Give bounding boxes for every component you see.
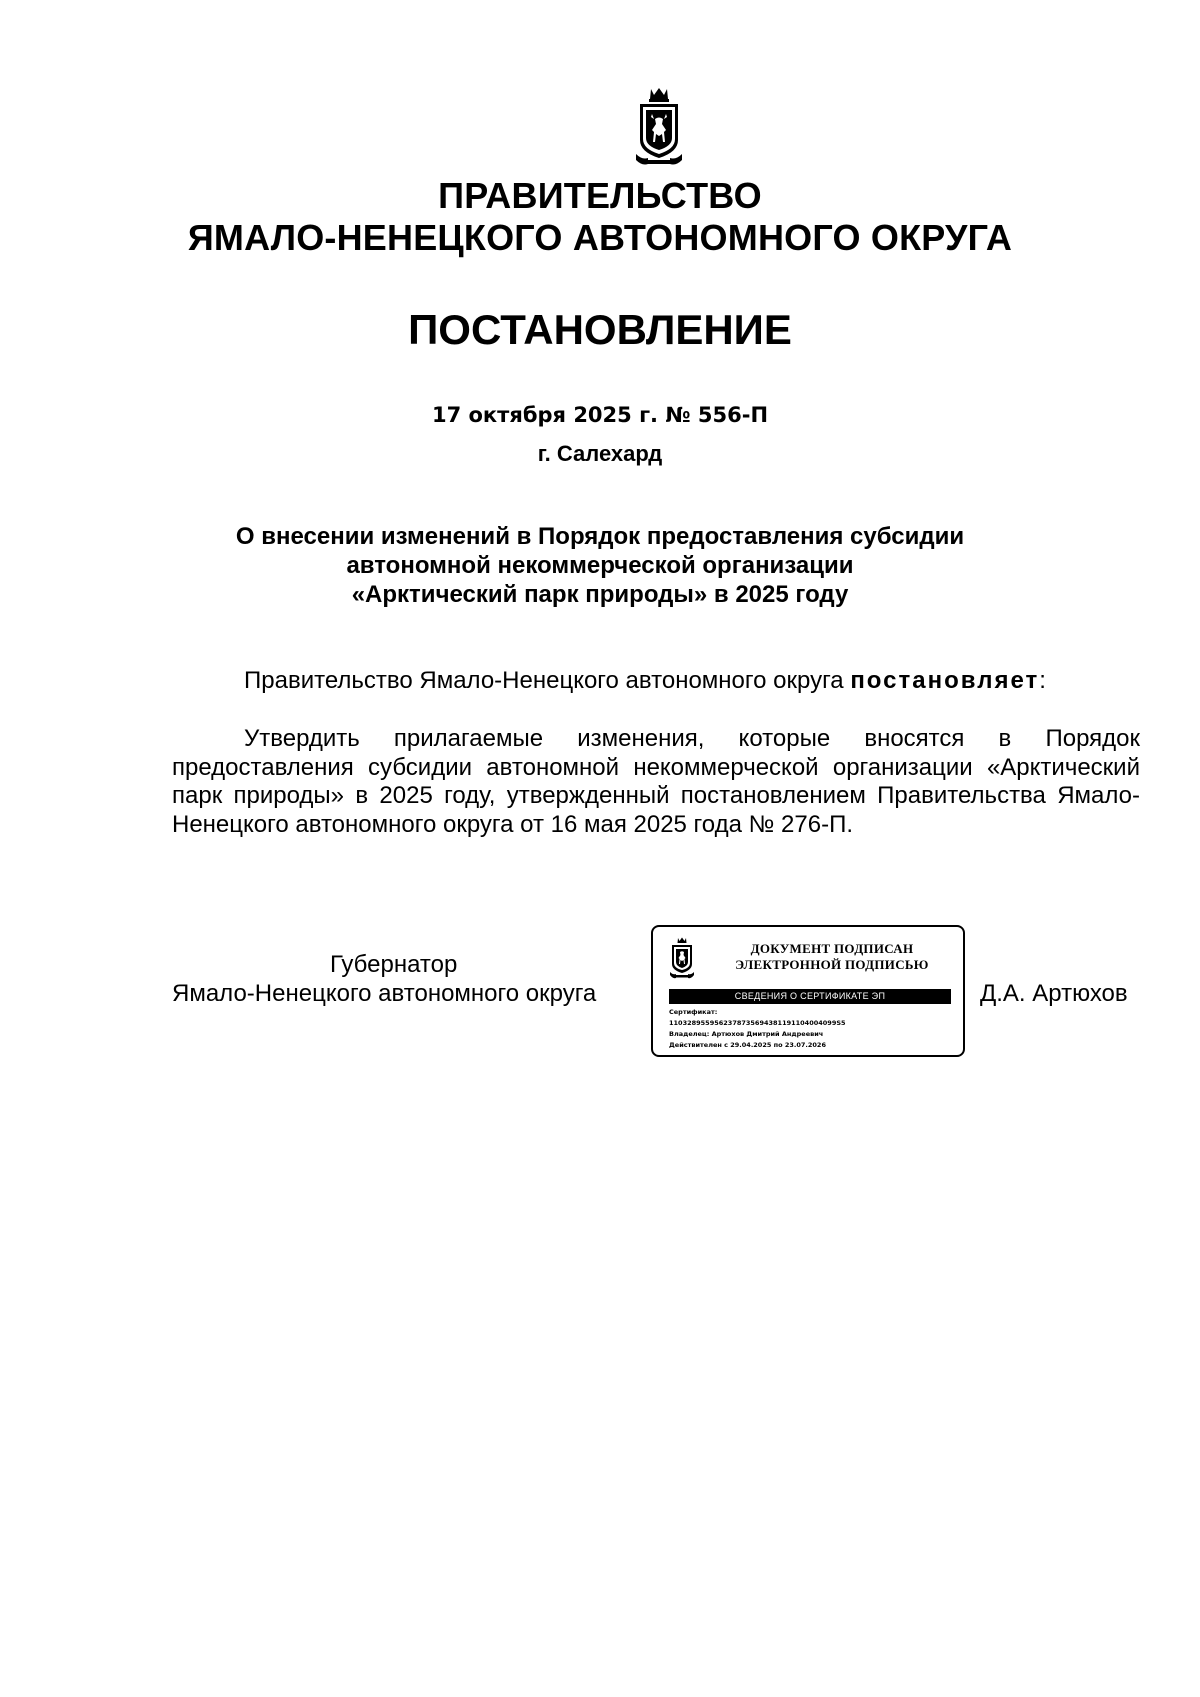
electronic-signature-stamp bbox=[651, 925, 965, 1057]
stamp-owner: Владелец: Артюхов Дмитрий Андреевич bbox=[669, 1030, 824, 1038]
subject-line3: «Арктический парк природы» в 2025 году bbox=[351, 581, 849, 608]
coat-of-arms-emblem bbox=[634, 86, 684, 170]
stamp-title-line2: ЭЛЕКТРОННОЙ ПОДПИСЬЮ bbox=[735, 957, 929, 972]
stamp-certificate-info bbox=[669, 1007, 951, 1051]
stamp-validity: Действителен с 29.04.2025 по 23.07.2026 bbox=[669, 1041, 826, 1049]
government-title-line1: ПРАВИТЕЛЬСТВО bbox=[438, 175, 762, 216]
stamp-certificate-bar: СВЕДЕНИЯ О СЕРТИФИКАТЕ ЭП bbox=[669, 989, 951, 1004]
stamp-cert-number: 1103289559562378735694381191104004099S5 bbox=[669, 1019, 846, 1027]
government-title-line2: ЯМАЛО-НЕНЕЦКОГО АВТОНОМНОГО ОКРУГА bbox=[187, 217, 1013, 258]
resolution-preamble bbox=[172, 667, 1140, 696]
signer-name: Д.А. Артюхов bbox=[980, 980, 1128, 1007]
subject-line2: автономной некоммерческой организации bbox=[346, 552, 854, 579]
document-type: ПОСТАНОВЛЕНИЕ bbox=[408, 306, 792, 353]
stamp-title bbox=[715, 941, 949, 973]
signatory-position-line2: Ямало-Ненецкого автономного округа bbox=[172, 979, 597, 1007]
signatory-position bbox=[172, 951, 642, 1008]
stamp-emblem-icon bbox=[669, 937, 695, 981]
stamp-cert-label: Сертификат: bbox=[669, 1008, 718, 1016]
preamble-text: Правительство Ямало-Ненецкого автономного округа bbox=[244, 667, 851, 694]
stamp-title-line1: ДОКУМЕНТ ПОДПИСАН bbox=[750, 941, 914, 956]
subject-line1: О внесении изменений в Порядок предоставления субсидии bbox=[235, 523, 965, 550]
preamble-bold-verb: постановляет bbox=[850, 667, 1040, 694]
document-date-number: 17 октября 2025 г. № 556-П bbox=[431, 403, 769, 427]
document-city: г. Салехард bbox=[537, 441, 663, 466]
document-subject bbox=[0, 522, 1200, 609]
signatory-position-line1: Губернатор bbox=[330, 951, 458, 978]
resolution-body: Утвердить прилагаемые изменения, которые вносятся в Порядок предоставления субсидии автономной некоммерческой организации «Арктический парк природы» в 2025 году, утвержденный постановлением Правительства Ямало-Ненецкого автономного округа от 16 мая 2025 года № 276-П. bbox=[172, 725, 1140, 838]
preamble-colon: : bbox=[1039, 667, 1046, 694]
